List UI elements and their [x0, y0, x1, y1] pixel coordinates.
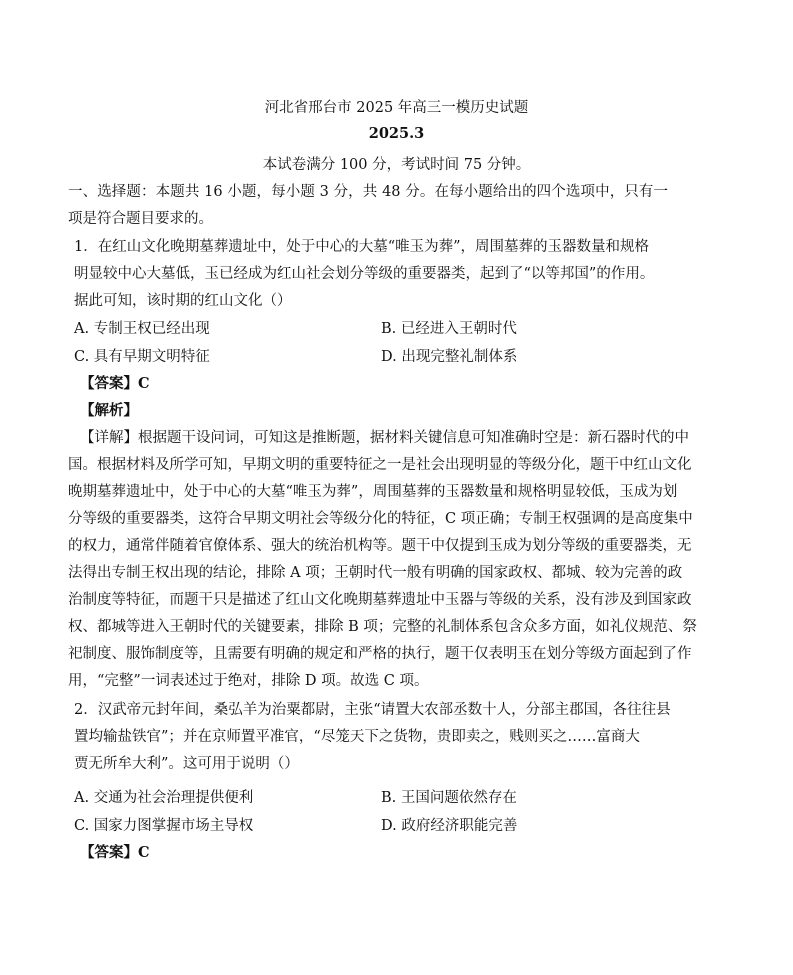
section-heading-line: 项是符合题目要求的。	[68, 211, 213, 227]
q1-detail-line: 祀制度、服饰制度等，且需要有明确的规定和严格的执行，题干仅表明玉在划分等级方面起到了作	[68, 646, 692, 662]
q1-detail-line: 晚期墓葬遗址中，处于中心的大墓“唯玉为葬”，周围墓葬的玉器数量和规格明显较低，玉成为划	[68, 484, 678, 500]
q1-stem-line: 1．在红山文化晚期墓葬遗址中，处于中心的大墓“唯玉为葬”，周围墓葬的玉器数量和规格	[74, 239, 650, 255]
q2-stem-line: 2．汉武帝元封年间，桑弘羊为治粟都尉，主张“请置大农部丞数十人，分部主郡国，各往往县	[74, 702, 671, 718]
q1-option-a: A. 专制王权已经出现	[74, 321, 210, 337]
exam-date: 2025.3	[368, 125, 425, 142]
q1-detail-line: 治制度等特征，而题干只是描述了红山文化晚期墓葬遗址中玉器与等级的关系，没有涉及到国家政	[68, 592, 692, 608]
q2-stem-line: 置均输盐铁官”；并在京师置平准官，“尽笼天下之货物，贵即卖之，贱则买之……富商大	[74, 729, 640, 745]
q2-option-d: D. 政府经济职能完善	[381, 818, 518, 834]
q1-detail-line: 的权力，通常伴随着官僚体系、强大的统治机构等。题干中仅提到玉成为划分等级的重要器类，无	[68, 538, 692, 554]
q2-option-b: B. 王国问题依然存在	[381, 790, 517, 806]
q1-answer: 【答案】C	[80, 375, 150, 392]
q1-detail-line: 国。根据材料及所学可知，早期文明的重要特征之一是社会出现明显的等级分化，题干中红山文化	[68, 457, 692, 473]
q2-option-a: A. 交通为社会治理提供便利	[74, 790, 254, 806]
q1-option-b: B. 已经进入王朝时代	[381, 321, 517, 337]
q2-stem-line: 贾无所牟大利”。这可用于说明（）	[74, 756, 299, 772]
q2-answer: 【答案】C	[80, 844, 150, 861]
exam-info: 本试卷满分 100 分，考试时间 75 分钟。	[262, 157, 531, 173]
section-heading-line: 一、选择题：本题共 16 小题，每小题 3 分，共 48 分。在每小题给出的四个选项中，只有一	[68, 184, 668, 200]
q1-option-d: D. 出现完整礼制体系	[381, 349, 518, 365]
q1-detail-line: 法得出专制王权出现的结论，排除 A 项；王朝时代一般有明确的国家政权、都城、较为完善的政	[68, 565, 683, 581]
q1-detail-line: 【详解】根据题干设问词，可知这是推断题，据材料关键信息可知准确时空是：新石器时代的中	[80, 430, 689, 446]
q1-stem-line: 明显较中心大墓低，玉已经成为红山社会划分等级的重要器类，起到了“以等邦国”的作用。	[74, 266, 655, 282]
q1-option-c: C. 具有早期文明特征	[74, 349, 210, 365]
q1-analysis-label: 【解析】	[80, 402, 138, 419]
exam-title: 河北省邢台市 2025 年高三一模历史试题	[264, 100, 529, 116]
q2-option-c: C. 国家力图掌握市场主导权	[74, 818, 254, 834]
q1-stem-line: 据此可知，该时期的红山文化（）	[74, 293, 292, 309]
q1-detail-line: 用，“完整”一词表述过于绝对，排除 D 项。故选 C 项。	[68, 673, 429, 689]
q1-detail-line: 权、都城等进入王朝时代的关键要素，排除 B 项；完整的礼制体系包含众多方面，如礼仪规范、祭	[68, 619, 697, 635]
q1-detail-line: 分等级的重要器类，这符合早期文明社会等级分化的特征，C 项正确；专制王权强调的是高度集中	[68, 511, 693, 527]
